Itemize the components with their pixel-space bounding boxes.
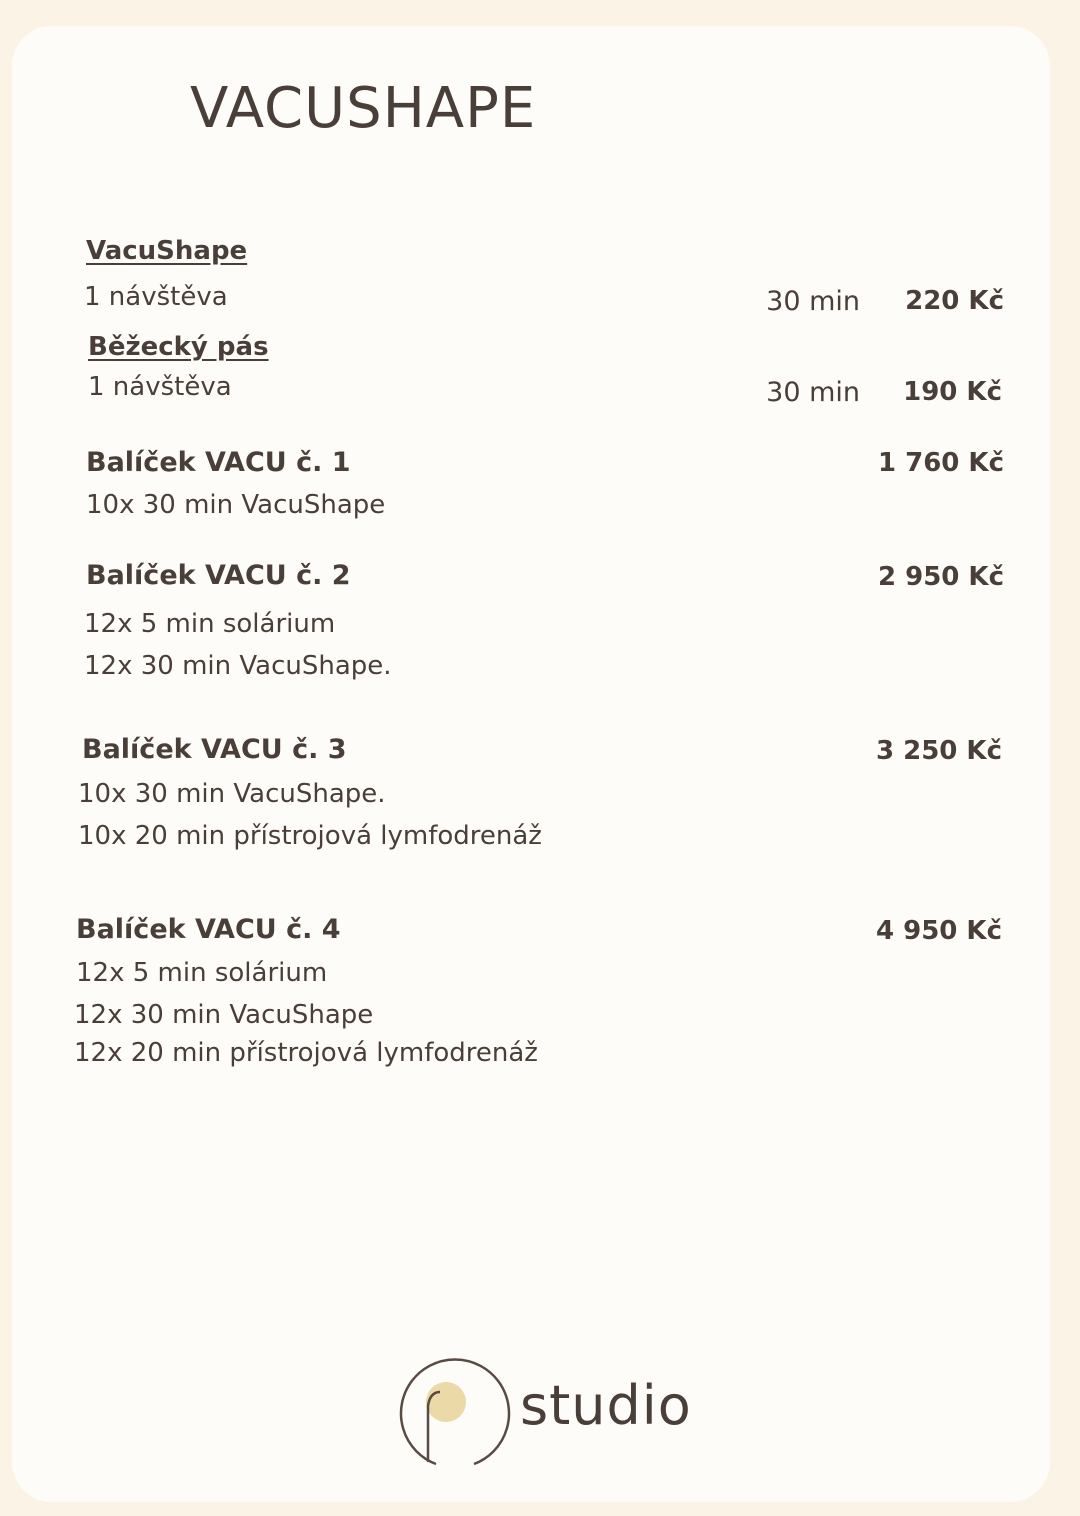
package-name-4: Balíček VACU č. 4 <box>76 914 341 945</box>
service-price-bezecky-pas: 190 Kč <box>903 377 1002 407</box>
package-2-item: 12x 30 min VacuShape. <box>84 651 392 681</box>
studio-logo-mark-icon <box>396 1358 512 1470</box>
page-title: VACUSHAPE <box>190 76 537 141</box>
package-name-2: Balíček VACU č. 2 <box>86 560 351 591</box>
package-price-3: 3 250 Kč <box>875 736 1002 766</box>
studio-logo <box>396 1358 696 1470</box>
service-name-bezecky-pas: Běžecký pás <box>88 332 269 362</box>
package-1-item: 10x 30 min VacuShape <box>86 490 386 520</box>
package-4-item: 12x 30 min VacuShape <box>74 1000 374 1030</box>
service-detail-bezecky-pas: 1 návštěva <box>88 372 232 402</box>
package-2-item: 12x 5 min solárium <box>84 609 336 639</box>
service-name-vacushape: VacuShape <box>86 236 248 266</box>
package-price-4: 4 950 Kč <box>875 916 1002 946</box>
service-detail-vacushape: 1 návštěva <box>84 282 228 312</box>
package-4-item: 12x 20 min přístrojová lymfodrenáž <box>74 1038 538 1068</box>
package-price-1: 1 760 Kč <box>877 448 1004 478</box>
service-price-vacushape: 220 Kč <box>905 286 1004 316</box>
package-4-item: 12x 5 min solárium <box>76 958 328 988</box>
logo-text: studio <box>520 1374 692 1437</box>
service-duration-vacushape: 30 min <box>766 286 860 317</box>
package-name-1: Balíček VACU č. 1 <box>86 447 351 478</box>
logo-dot <box>426 1382 466 1422</box>
package-name-3: Balíček VACU č. 3 <box>82 734 347 765</box>
package-price-2: 2 950 Kč <box>877 562 1004 592</box>
package-3-item: 10x 20 min přístrojová lymfodrenáž <box>78 821 542 851</box>
service-duration-bezecky-pas: 30 min <box>766 377 860 408</box>
package-3-item: 10x 30 min VacuShape. <box>78 779 386 809</box>
